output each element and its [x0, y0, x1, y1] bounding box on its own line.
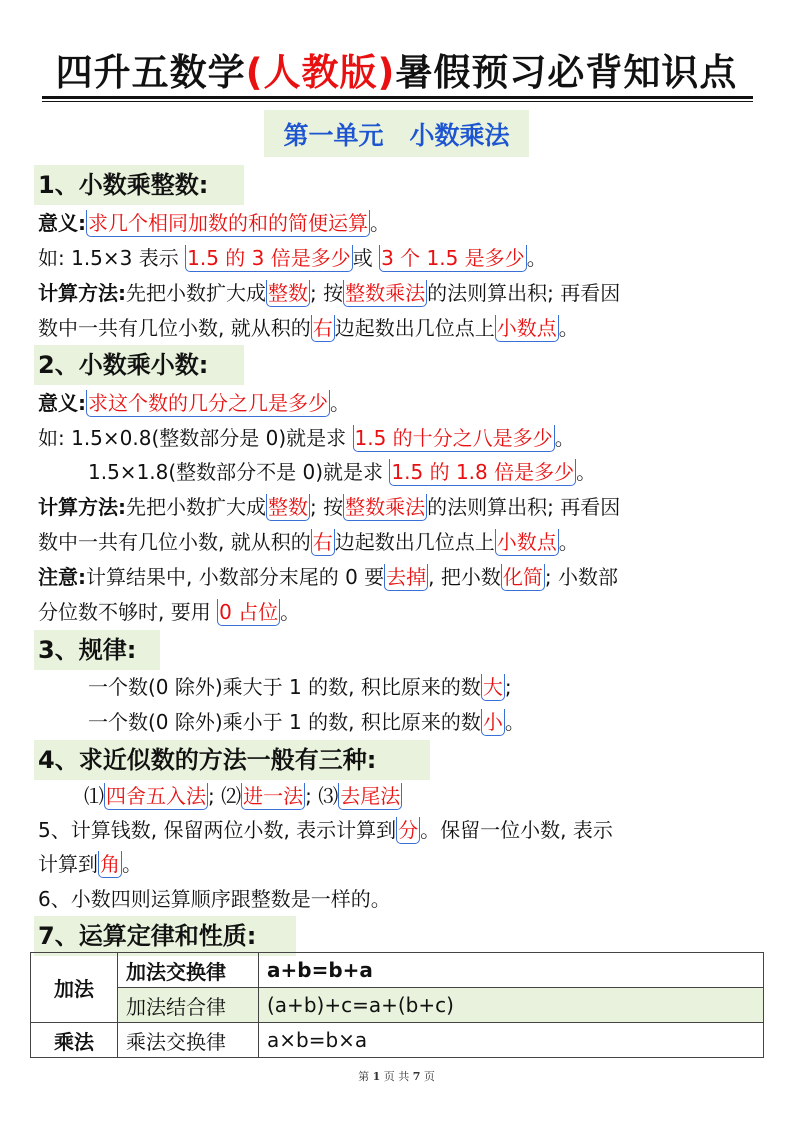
table-cat-mul: 乘法	[31, 1023, 118, 1058]
s2-note-line2: 分位数不够时, 要用 0 占位 。	[38, 600, 301, 624]
page-footer: 第 1 页 共 7 页	[358, 1070, 435, 1083]
s6-line: 6、小数四则运算顺序跟整数是一样的。	[38, 887, 391, 911]
law-table	[30, 952, 764, 1058]
table-formula: a+b=b+a	[259, 953, 764, 988]
table-formula: (a+b)+c=a+(b+c)	[259, 988, 764, 1023]
table-row	[31, 953, 764, 988]
s2-method-line2: 数中一共有几位小数, 就从积的 右 边起数出几位点上 小数点 。	[38, 530, 579, 554]
s5-line2: 计算到 角 。	[38, 852, 142, 876]
table-formula: a×b=b×a	[259, 1023, 764, 1058]
table-cat-add: 加法	[31, 953, 118, 1023]
s1-meaning: 意义: 求几个相同加数的和的简便运算 。	[38, 211, 390, 235]
title-highlight: (人教版)	[245, 51, 396, 94]
page-title: 四升五数学(人教版)暑假预习必背知识点	[55, 51, 738, 94]
s3-rule2: 一个数(0 除外)乘小于 1 的数, 积比原来的数 小 。	[88, 710, 525, 734]
s2-meaning: 意义: 求这个数的几分之几是多少 。	[38, 391, 350, 415]
unit-heading: 第一单元 小数乘法	[264, 110, 529, 157]
section-1-heading: 1、小数乘整数:	[34, 165, 244, 205]
table-name: 加法结合律	[118, 988, 259, 1023]
s1-method-line1: 计算方法:先把小数扩大成 整数 ; 按 整数乘法 的法则算出积; 再看因	[38, 281, 621, 305]
s2-note-line1: 注意:计算结果中, 小数部分末尾的 0 要 去掉 , 把小数 化简 ; 小数部	[38, 565, 618, 589]
s1-method-line2: 数中一共有几位小数, 就从积的 右 边起数出几位点上 小数点 。	[38, 316, 579, 340]
section-2-heading: 2、小数乘小数:	[34, 345, 244, 385]
title-rule-thin	[42, 101, 753, 102]
s3-rule1: 一个数(0 除外)乘大于 1 的数, 积比原来的数 大 ;	[88, 675, 512, 699]
table-name: 乘法交换律	[118, 1023, 259, 1058]
s5-line1: 5、计算钱数, 保留两位小数, 表示计算到 分 。保留一位小数, 表示	[38, 818, 613, 842]
s4-methods: ⑴ 四舍五入法 ; ⑵ 进一法 ; ⑶ 去尾法	[84, 784, 401, 808]
s2-example2: 1.5×1.8(整数部分不是 0)就是求 1.5 的 1.8 倍是多少 。	[88, 460, 597, 484]
table-name: 加法交换律	[118, 953, 259, 988]
title-rule-thick	[42, 96, 753, 99]
section-4-heading: 4、求近似数的方法一般有三种:	[34, 740, 430, 780]
table-row	[31, 1023, 764, 1058]
table-row	[31, 988, 764, 1023]
s2-example1: 如: 1.5×0.8(整数部分是 0)就是求 1.5 的十分之八是多少 。	[38, 426, 575, 450]
s2-method-line1: 计算方法:先把小数扩大成 整数 ; 按 整数乘法 的法则算出积; 再看因	[38, 495, 621, 519]
s1-example: 如: 1.5×3 表示 1.5 的 3 倍是多少 或 3 个 1.5 是多少 。	[38, 246, 547, 270]
section-7-heading: 7、运算定律和性质:	[34, 916, 296, 956]
section-3-heading: 3、规律:	[34, 630, 160, 670]
